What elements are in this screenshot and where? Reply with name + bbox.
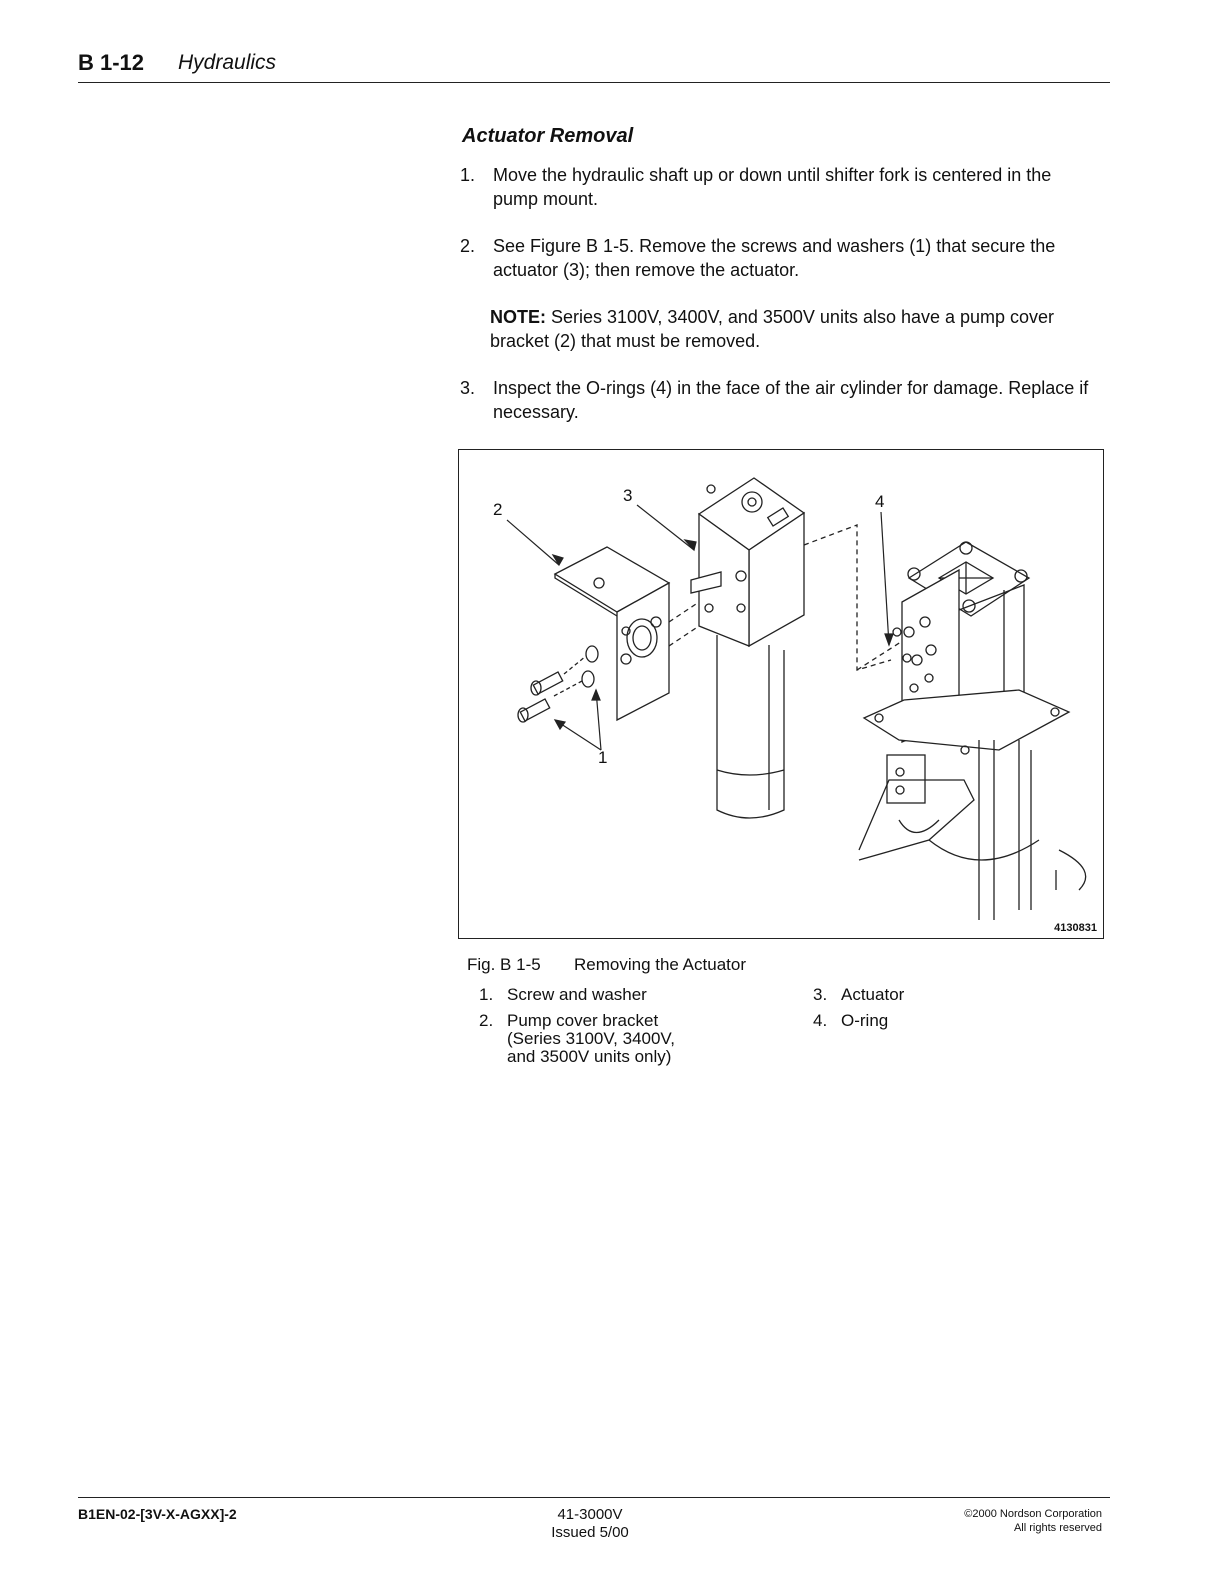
legend-number: 2. <box>479 1011 494 1030</box>
footer-center <box>520 1506 660 1542</box>
callout-4: 4 <box>875 492 885 511</box>
copyright-text: ©2000 Nordson Corporation <box>964 1508 1102 1520</box>
note <box>490 305 1090 353</box>
section-title: Actuator Removal <box>462 125 634 147</box>
part-number: 41-3000V <box>557 1506 623 1523</box>
callout-3: 3 <box>623 486 633 505</box>
screws-and-washers <box>518 646 598 722</box>
legend-text: O-ring <box>841 1011 889 1030</box>
issue-date: Issued 5/00 <box>551 1524 629 1541</box>
step-text: Move the hydraulic shaft up or down until shifter fork is centered in the pump mount. <box>493 165 1052 209</box>
note-label: NOTE: <box>490 307 546 327</box>
legend-text: Pump cover bracket (Series 3100V, 3400V, and 3500V units only) <box>507 1011 675 1066</box>
legend-number: 4. <box>813 1011 828 1030</box>
footer-divider <box>78 1497 1110 1498</box>
actuator-body <box>691 478 804 646</box>
rights-text: All rights reserved <box>1013 1522 1102 1534</box>
legend-text: Actuator <box>841 985 905 1004</box>
step-number: 1. <box>460 165 476 185</box>
caption-label: Fig. B 1-5 <box>467 955 541 974</box>
figure-id: 4130831 <box>1054 922 1097 934</box>
actuator-illustration <box>459 450 1102 937</box>
step-text: Inspect the O-rings (4) in the face of the air cylinder for damage. Replace if necessary. <box>493 378 1089 422</box>
caption-text: Removing the Actuator <box>574 955 746 974</box>
legend-number: 1. <box>479 985 494 1004</box>
callout-2: 2 <box>493 500 503 519</box>
step-text: See Figure B 1-5. Remove the screws and washers (1) that secure the actuator (3); then remove the actuator. <box>493 236 1056 280</box>
section-code: B 1-12 <box>78 50 145 75</box>
figure-removing-actuator <box>458 449 1104 939</box>
chapter-title: Hydraulics <box>178 51 277 74</box>
footer-copyright <box>880 1507 1102 1535</box>
legend-number: 3. <box>813 985 828 1004</box>
note-text: Series 3100V, 3400V, and 3500V units also have a pump cover bracket (2) that must be removed. <box>490 307 1055 351</box>
step-number: 3. <box>460 378 476 398</box>
step-number: 2. <box>460 236 476 256</box>
callout-1: 1 <box>598 748 608 767</box>
pump-assembly <box>859 542 1086 920</box>
pump-cover-bracket <box>555 547 669 720</box>
page-header <box>78 50 1110 83</box>
hydraulic-shaft <box>717 635 784 818</box>
legend-text: Screw and washer <box>507 985 647 1004</box>
footer-doc-code: B1EN-02-[3V-X-AGXX]-2 <box>78 1506 237 1522</box>
